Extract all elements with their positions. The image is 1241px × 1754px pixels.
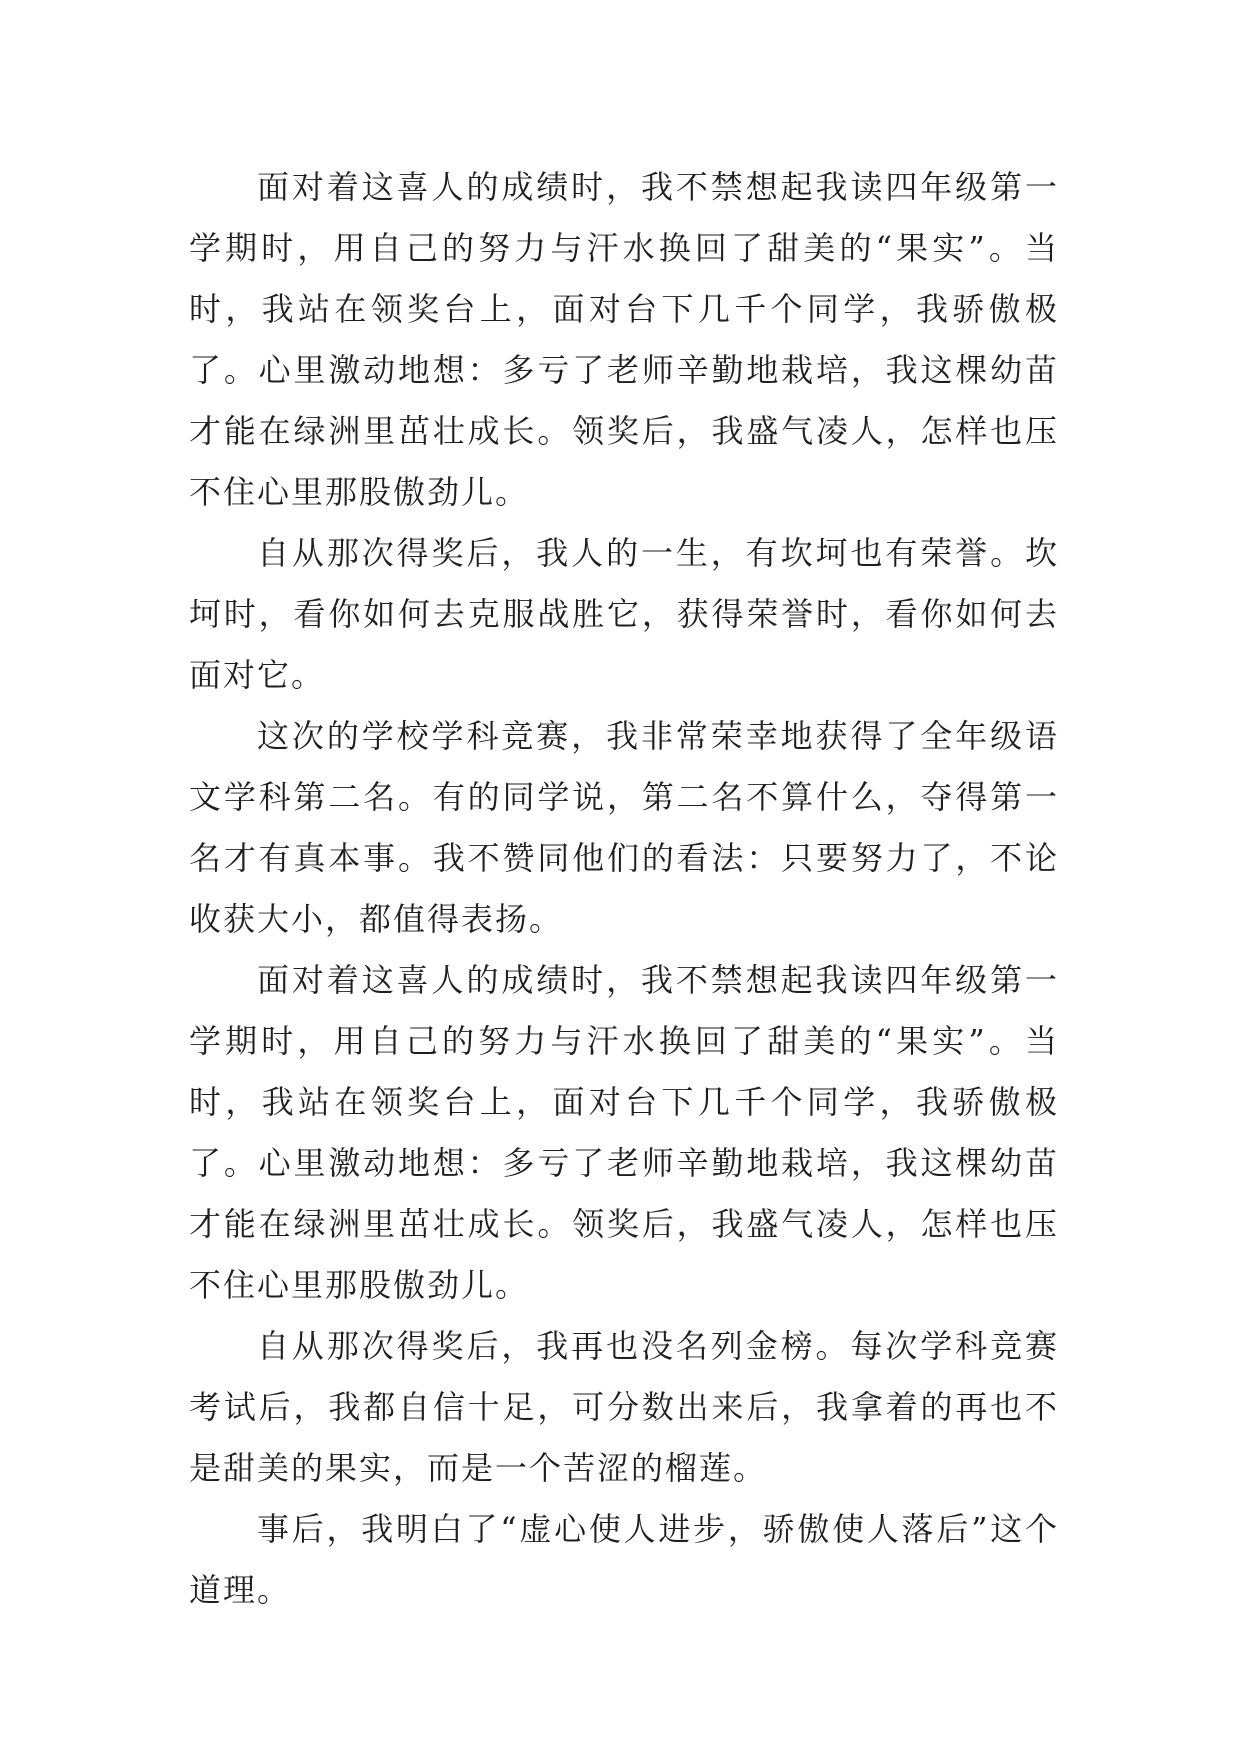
paragraph-3: 这次的学校学科竞赛，我非常荣幸地获得了全年级语文学科第二名。有的同学说，第二名不算什么，夺得第一名才有真本事。我不赞同他们的看法：只要努力了，不论收获大小，都值得表扬。 bbox=[189, 717, 1059, 938]
paragraph-5: 自从那次得奖后，我再也没名列金榜。每次学科竞赛考试后，我都自信十足，可分数出来后，我拿着的再也不是甜美的果实，而是一个苦涩的榴莲。 bbox=[189, 1327, 1059, 1487]
paragraph-2: 自从那次得奖后，我人的一生，有坎坷也有荣誉。坎坷时，看你如何去克服战胜它，获得荣誉时，看你如何去面对它。 bbox=[189, 534, 1059, 694]
paragraph-1: 面对着这喜人的成绩时，我不禁想起我读四年级第一学期时，用自己的努力与汗水换回了甜美的“果实”。当时，我站在领奖台上，面对台下几千个同学，我骄傲极了。心里激动地想：多亏了老师辛勤地栽培，我这棵幼苗才能在绿洲里茁壮成长。领奖后，我盛气凌人，怎样也压不住心里那股傲劲儿。 bbox=[189, 168, 1059, 511]
document-body bbox=[189, 157, 1059, 1621]
paragraph-4: 面对着这喜人的成绩时，我不禁想起我读四年级第一学期时，用自己的努力与汗水换回了甜美的“果实”。当时，我站在领奖台上，面对台下几千个同学，我骄傲极了。心里激动地想：多亏了老师辛勤地栽培，我这棵幼苗才能在绿洲里茁壮成长。领奖后，我盛气凌人，怎样也压不住心里那股傲劲儿。 bbox=[189, 961, 1059, 1304]
paragraph-6: 事后，我明白了“虚心使人进步，骄傲使人落后”这个道理。 bbox=[189, 1510, 1059, 1609]
